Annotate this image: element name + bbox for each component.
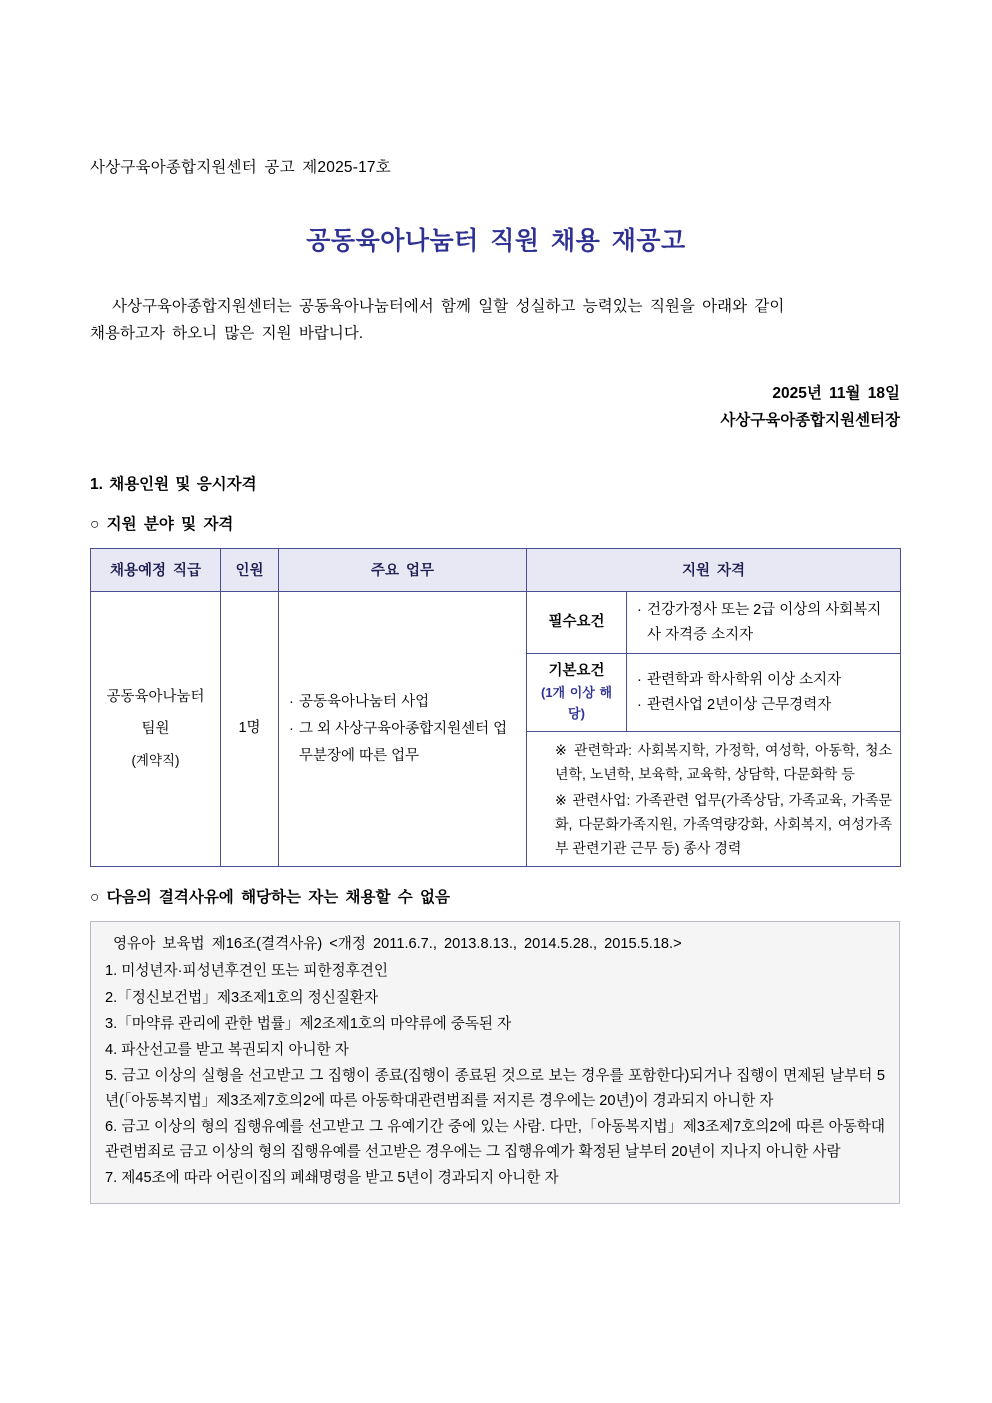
intro-line-2: 채용하고자 하오니 많은 지원 바랍니다. xyxy=(90,325,364,343)
requirement-label-essential xyxy=(527,591,627,653)
intro-line-1: 사상구육아종합지원센터는 공동육아나눔터에서 함께 일할 성실하고 능력있는 직원을 아래와 같이 xyxy=(112,298,785,315)
table-header-row xyxy=(91,548,901,591)
essential-label-text: 필수요건 xyxy=(548,613,605,630)
note-item: ※ 관련학과: 사회복지학, 가정학, 여성학, 아동학, 청소년학, 노년학, 보육학, 교육학, 상담학, 다문화학 등 xyxy=(555,742,892,783)
duty-item: · 그 외 사상구육아종합지원센터 업무분장에 따른 업무 xyxy=(287,716,518,770)
column-header-headcount: 인원 xyxy=(221,548,279,591)
section-2-subheading: ○ 다음의 결격사유에 해당하는 자는 채용할 수 없음 xyxy=(90,889,450,907)
disqualification-item: 2.「정신보건법」제3조제1호의 정신질환자 xyxy=(105,989,379,1006)
cell-notes xyxy=(527,732,901,867)
section-1-heading: 1. 채용인원 및 응시자격 xyxy=(90,475,257,493)
requirement-body-essential xyxy=(627,591,901,653)
disqualification-item: 5. 금고 이상의 실형을 선고받고 그 집행이 종료(집행이 종료된 것으로 보는 경우를 포함한다)되거나 집행이 면제된 날부터 5년(「아동복지법」제3조제7호의2에 따른 아동학대관련범죄를 저지른 경우에는 20년)이 경과되지 아니한 자 xyxy=(105,1067,885,1109)
page-title: 공동육아나눔터 직원 채용 재공고 xyxy=(306,227,686,255)
disqualification-lead: 영유아 보육법 제16조(결격사유) <개정 2011.6.7., 2013.8.13., 2014.5.28., 2015.5.18.> xyxy=(113,936,682,953)
basic-label-text: 기본요건 xyxy=(548,663,605,680)
disqualification-item: 6. 금고 이상의 형의 집행유예를 선고받고 그 유예기간 중에 있는 사람. 다만,「아동복지법」제3조제7호의2에 따른 아동학대관련범죄로 금고 이상의 형의 집행유예를 선고받은 경우에는 그 집행유예가 확정된 날부터 20년이 지나지 아니한 사람 xyxy=(105,1119,885,1161)
section-1-subheading: ○ 지원 분야 및 자격 xyxy=(90,515,234,533)
column-header-duties: 주요 업무 xyxy=(279,548,527,591)
position-name-line2: 팀원 xyxy=(141,721,170,738)
disqualification-item: 4. 파산선고를 받고 복권되지 아니한 자 xyxy=(105,1041,349,1058)
column-header-qualifications: 지원 자격 xyxy=(527,548,901,591)
position-type: (계약직) xyxy=(131,753,180,769)
requirement-body-basic xyxy=(627,654,901,732)
requirement-item: · 관련학과 학사학위 이상 소지자 xyxy=(635,668,892,693)
duty-item: · 공동육아나눔터 사업 xyxy=(287,689,518,716)
requirement-item: · 건강가정사 또는 2급 이상의 사회복지사 자격증 소지자 xyxy=(635,598,892,647)
issue-date: 2025년 11월 18일 xyxy=(772,385,900,403)
note-item: ※ 관련사업: 가족관련 업무(가족상담, 가족교육, 가족문화, 다문화가족지원, 가족역량강화, 사회복지, 여성가족부 관련기관 근무 등) 종사 경력 xyxy=(555,792,892,857)
disqualification-item: 1. 미성년자·피성년후견인 또는 피한정후견인 xyxy=(105,963,388,980)
requirement-label-basic xyxy=(527,654,627,732)
column-header-position: 채용예정 직급 xyxy=(91,548,221,591)
cell-position xyxy=(91,591,221,866)
cell-duties xyxy=(279,591,527,866)
date-block xyxy=(90,381,902,434)
disqualification-item: 7. 제45조에 따라 어린이집의 폐쇄명령을 받고 5년이 경과되지 아니한 자 xyxy=(105,1170,559,1187)
cell-headcount: 1명 xyxy=(221,591,279,866)
requirement-item: · 관련사업 2년이상 근무경력자 xyxy=(635,693,892,718)
table-row xyxy=(91,591,901,653)
intro-paragraph xyxy=(90,293,902,347)
basic-label-sub: (1개 이상 해당) xyxy=(540,685,612,722)
disqualification-box xyxy=(90,921,900,1204)
document-number: 사상구육아종합지원센터 공고 제2025-17호 xyxy=(90,159,391,176)
position-name-line1: 공동육아나눔터 xyxy=(106,689,205,706)
document-content xyxy=(90,155,902,1204)
disqualification-item: 3.「마약류 관리에 관한 법률」제2조제1호의 마약류에 중독된 자 xyxy=(105,1015,512,1032)
issuer-name: 사상구육아종합지원센터장 xyxy=(720,411,900,429)
qualification-table xyxy=(90,548,901,867)
